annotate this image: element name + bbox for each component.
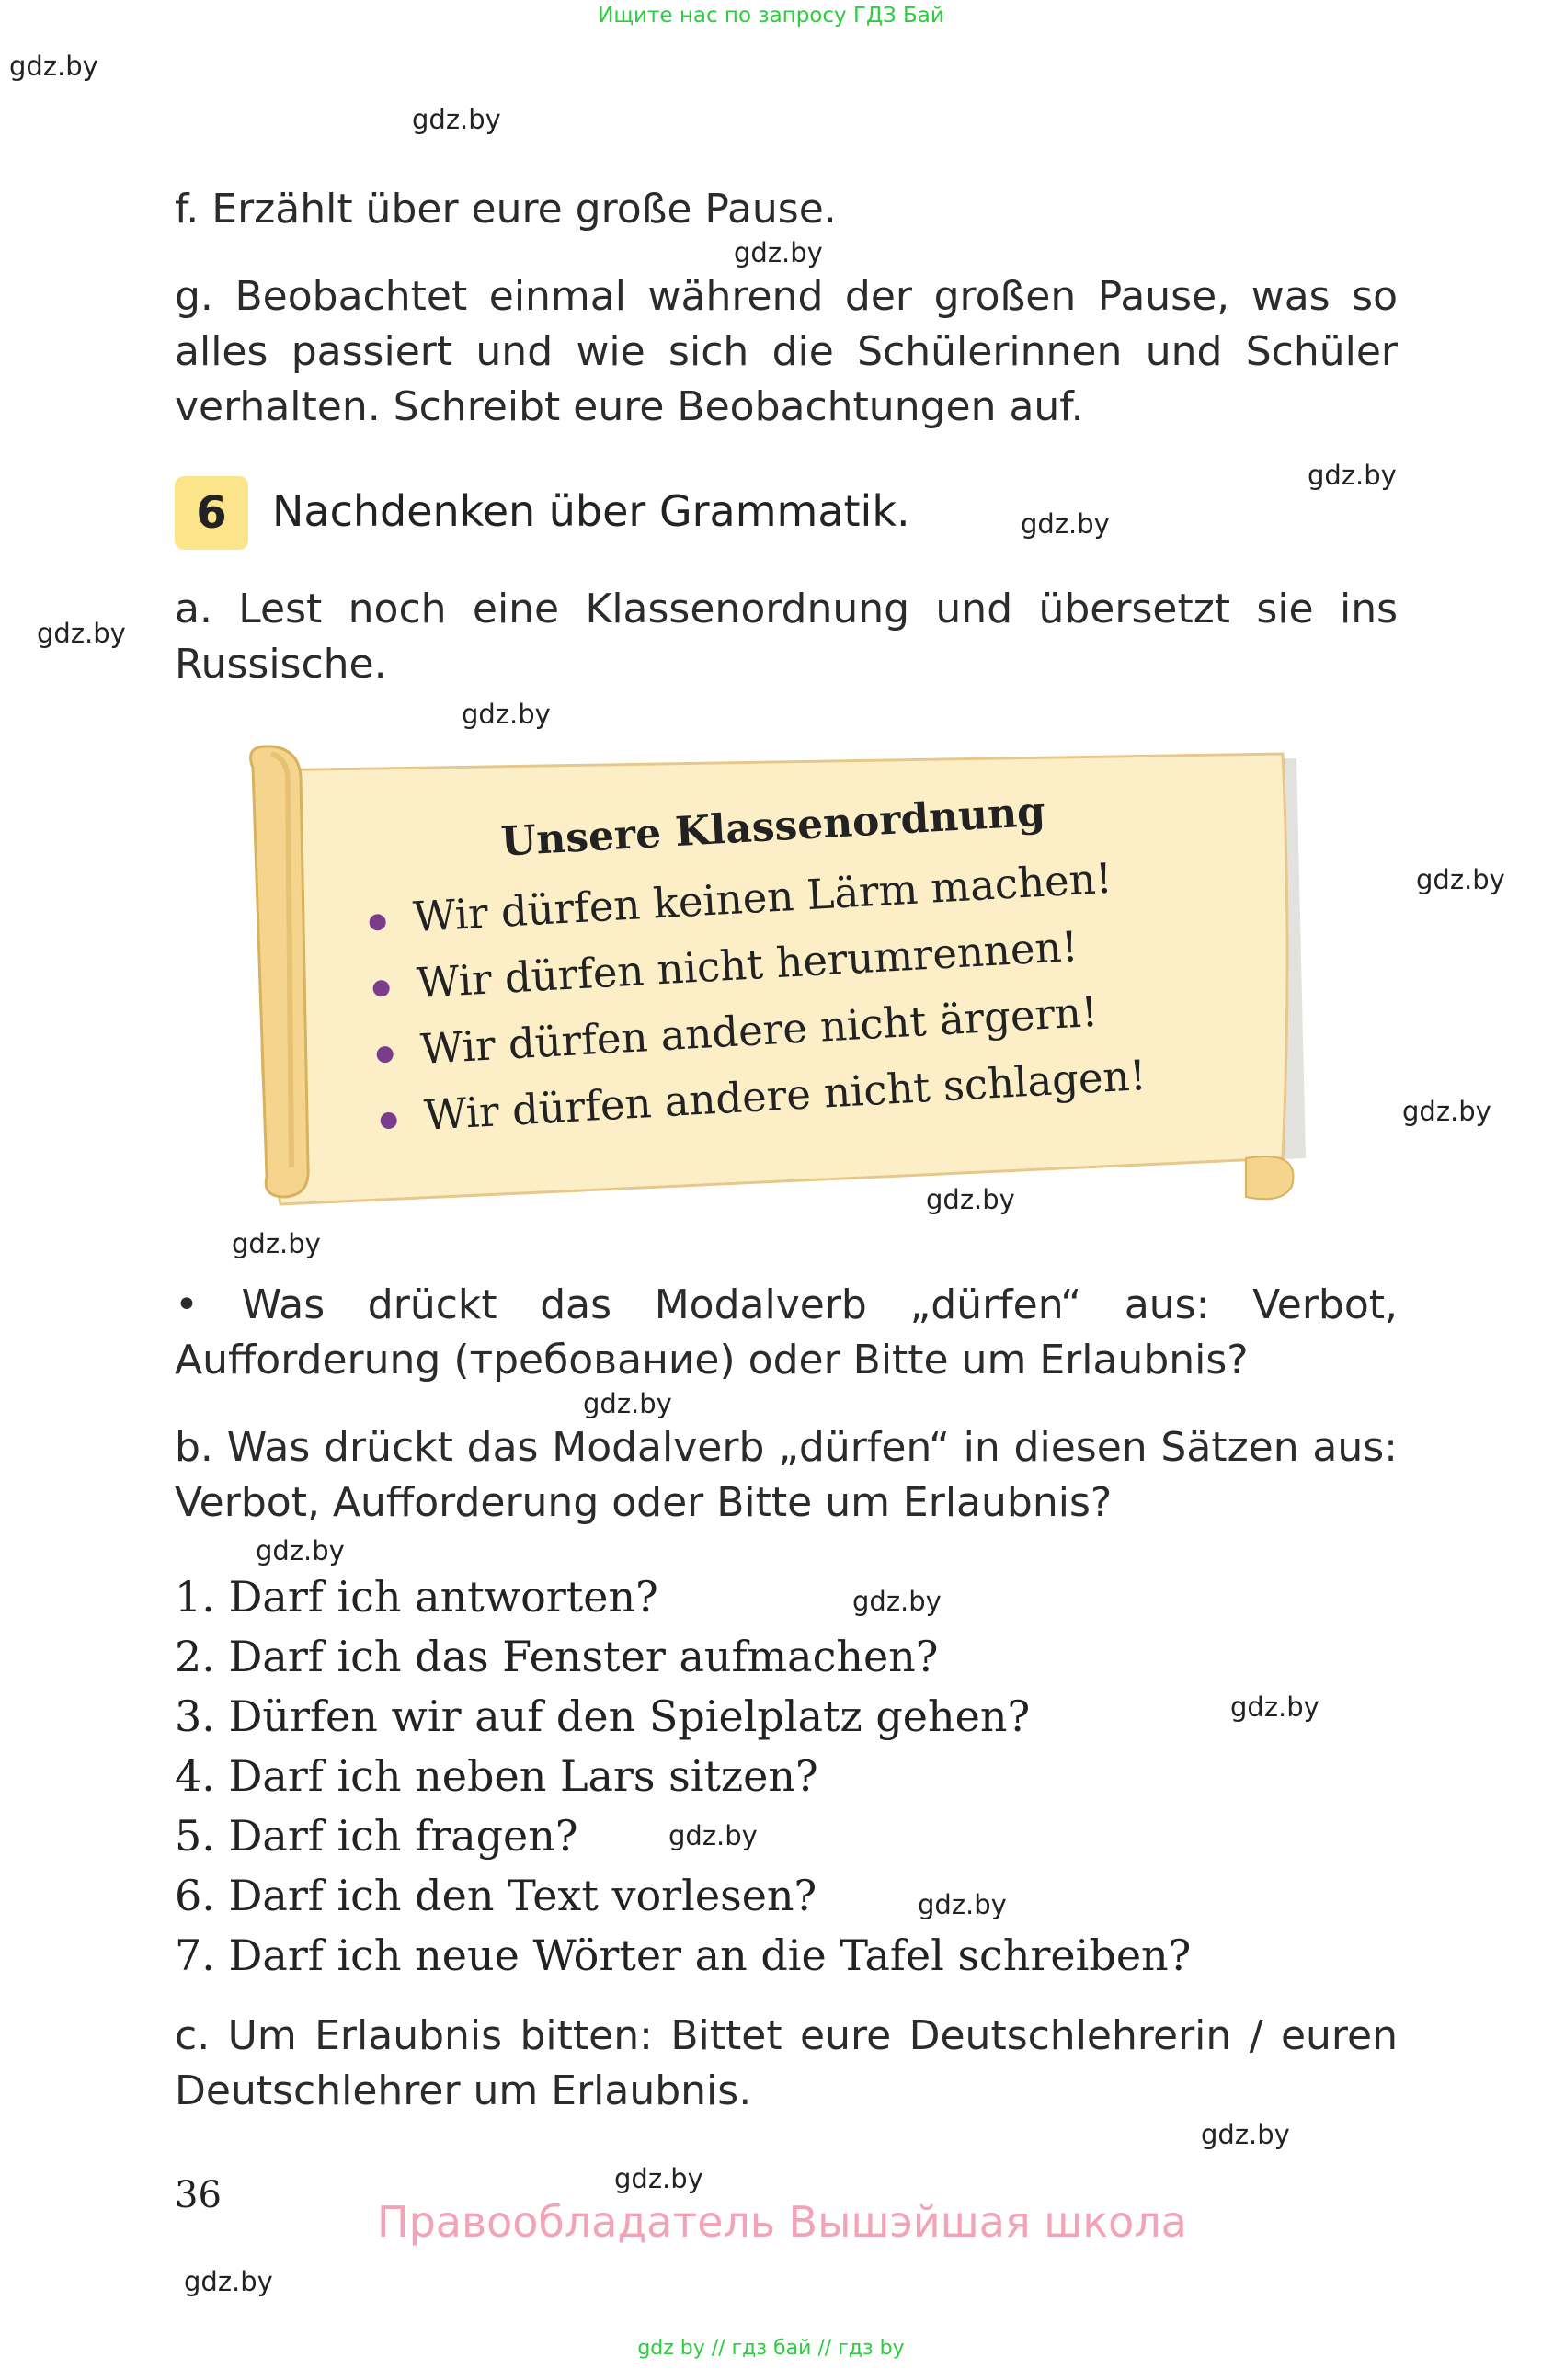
class-rule-item: Wir dürfen nicht herumrennen!	[371, 905, 1219, 1019]
watermark: gdz.by	[734, 237, 823, 268]
copyright-holder: Правообладатель Вышэйшая школа	[377, 2197, 1187, 2247]
watermark: gdz.by	[232, 1228, 321, 1259]
class-rules-title: Unsere Klassenordnung	[499, 788, 1047, 866]
bullet-icon	[372, 980, 390, 997]
watermark: gdz.by	[583, 1388, 672, 1419]
task-c: c. Um Erlaubnis bitten: Bittet eure Deutschlehrerin / euren Deutschlehrer um Erlaubnis.	[175, 2012, 1398, 2114]
list-item: 5. Darf ich fragen?	[175, 1811, 578, 1861]
watermark: gdz.by	[668, 1820, 758, 1851]
exercise-number-badge: 6	[175, 476, 248, 550]
question-duerfen: • Was drückt das Modalverb „dürfen“ aus: Verbot, Aufforderung (требование) oder Bitte um Erlaubnis?	[175, 1281, 1398, 1384]
list-item: 6. Darf ich den Text vorlesen?	[175, 1871, 817, 1920]
task-b: b. Was drückt das Modalverb „dürfen“ in diesen Sätzen aus: Verbot, Aufforderung oder Bitte um Erlaubnis?	[175, 1424, 1398, 1526]
watermark: gdz.by	[1402, 1096, 1491, 1127]
task-a: a. Lest noch eine Klassenordnung und übersetzt sie ins Russische.	[175, 586, 1398, 688]
watermark: gdz.by	[1230, 1691, 1319, 1723]
list-item: 2. Darf ich das Fenster aufmachen?	[175, 1632, 939, 1681]
watermark: gdz.by	[184, 2266, 273, 2297]
search-hint: Ищите нас по запросу ГДЗ Бай	[598, 4, 944, 28]
watermark: gdz.by	[462, 699, 551, 730]
watermark: gdz.by	[1308, 460, 1397, 491]
watermark: gdz.by	[614, 2163, 703, 2194]
list-item: 1. Darf ich antworten?	[175, 1572, 658, 1622]
footer-links: gdz by // гдз бай // гдз by	[637, 2337, 905, 2360]
watermark: gdz.by	[852, 1586, 942, 1617]
task-g: g. Beobachtet einmal während der großen Pause, was so alles passiert und wie sich die Schülerinnen und Schüler verhalten. Schreibt eure Beobachtungen auf.	[175, 273, 1398, 430]
class-rules	[363, 767, 1227, 1152]
watermark: gdz.by	[1201, 2119, 1290, 2150]
page-number: 36	[175, 2174, 222, 2216]
watermark: gdz.by	[256, 1535, 345, 1566]
task-f: f. Erzählt über eure große Pause.	[175, 186, 837, 233]
watermark: gdz.by	[1021, 508, 1110, 540]
sentence-list	[175, 1567, 1191, 1986]
watermark: gdz.by	[37, 618, 126, 649]
watermark: gdz.by	[9, 51, 98, 82]
bullet-icon	[376, 1046, 394, 1064]
watermark: gdz.by	[918, 1889, 1007, 1920]
class-rule-item: Wir dürfen andere nicht schlagen!	[379, 1038, 1228, 1151]
class-rule-item: Wir dürfen andere nicht ärgern!	[375, 972, 1224, 1085]
watermark: gdz.by	[1416, 864, 1505, 895]
list-item: 7. Darf ich neue Wörter an die Tafel schreiben?	[175, 1930, 1192, 1980]
watermark: gdz.by	[926, 1184, 1015, 1215]
list-item: 4. Darf ich neben Lars sitzen?	[175, 1751, 818, 1801]
watermark: gdz.by	[412, 104, 501, 135]
class-rule-item: Wir dürfen keinen Lärm machen!	[367, 840, 1216, 953]
bullet-icon	[369, 914, 386, 931]
bullet-icon	[380, 1111, 397, 1129]
list-item: 3. Dürfen wir auf den Spielplatz gehen?	[175, 1691, 1031, 1741]
exercise-title: Nachdenken über Grammatik.	[272, 486, 910, 536]
